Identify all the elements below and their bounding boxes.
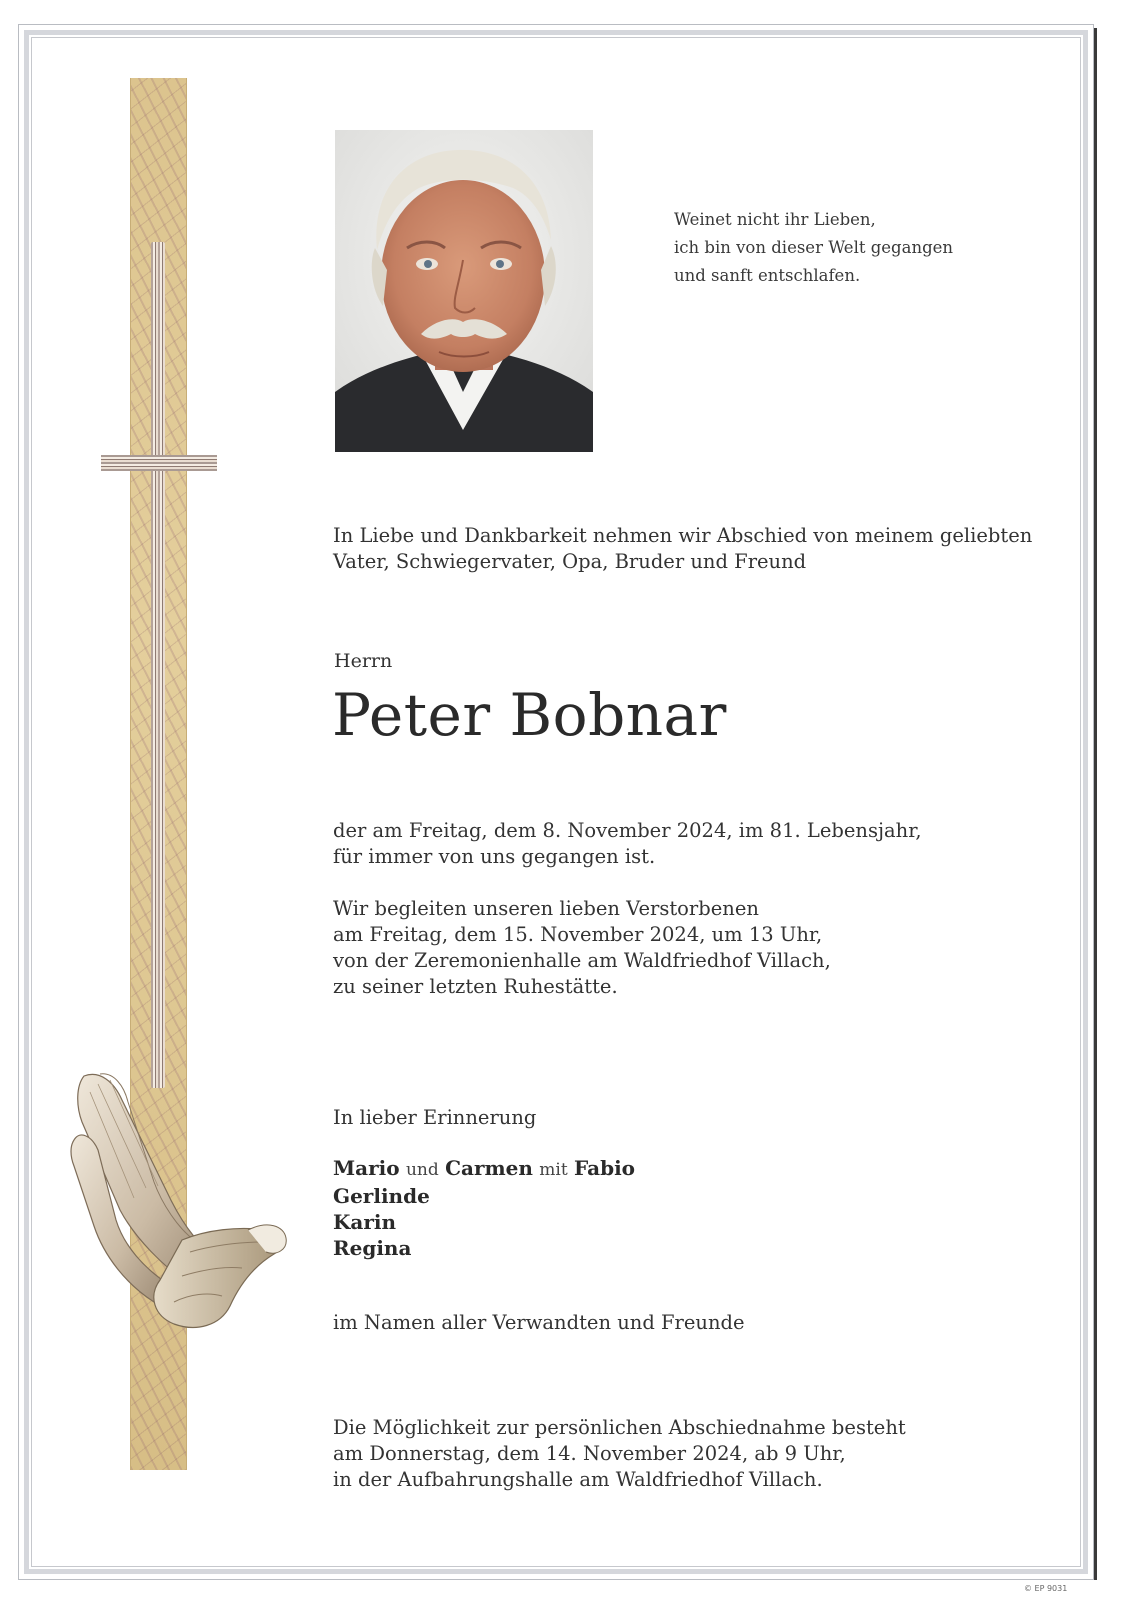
family-line <box>333 1209 635 1235</box>
cross-icon-horizontal-beam <box>101 455 217 471</box>
family-member-name: Mario <box>333 1156 400 1180</box>
family-member-name: Fabio <box>574 1156 636 1180</box>
family-line <box>333 1235 635 1261</box>
funeral-line: am Freitag, dem 15. November 2024, um 13 Uhr, <box>333 923 823 946</box>
praying-hands-icon <box>70 1070 290 1340</box>
quote-line: Weinet nicht ihr Lieben, <box>674 210 876 229</box>
family-names <box>333 1155 635 1261</box>
viewing-line: Die Möglichkeit zur persönlichen Abschiednahme besteht <box>333 1416 906 1439</box>
honorific: Herrn <box>334 650 393 672</box>
intro-line: In Liebe und Dankbarkeit nehmen wir Abschied von meinem geliebten <box>333 524 1033 547</box>
family-member-name: Regina <box>333 1236 412 1260</box>
death-notice-line: der am Freitag, dem 8. November 2024, im 81. Lebensjahr, <box>333 819 922 842</box>
remembrance-heading: In lieber Erinnerung <box>333 1106 537 1129</box>
name-connector: und <box>405 1160 439 1180</box>
quote-line: ich bin von dieser Welt gegangen <box>674 238 954 257</box>
family-member-name: Carmen <box>445 1156 533 1180</box>
family-member-name: Gerlinde <box>333 1184 430 1208</box>
viewing-line: am Donnerstag, dem 14. November 2024, ab 9 Uhr, <box>333 1442 846 1465</box>
death-notice <box>333 818 1033 870</box>
funeral-details <box>333 896 1033 1000</box>
intro-line: Vater, Schwiegervater, Opa, Bruder und Freund <box>333 550 807 573</box>
copyright-mark: © EP 9031 <box>1024 1584 1068 1593</box>
funeral-line: zu seiner letzten Ruhestätte. <box>333 975 618 998</box>
viewing-details <box>333 1415 1033 1493</box>
memorial-quote <box>674 206 974 290</box>
death-notice-line: für immer von uns gegangen ist. <box>333 845 656 868</box>
family-member-name: Karin <box>333 1210 397 1234</box>
family-line <box>333 1183 635 1209</box>
viewing-line: in der Aufbahrungshalle am Waldfriedhof Villach. <box>333 1468 823 1491</box>
intro-text <box>333 523 1033 575</box>
quote-line: und sanft entschlafen. <box>674 266 861 285</box>
deceased-name: Peter Bobnar <box>332 681 727 749</box>
funeral-line: Wir begleiten unseren lieben Verstorbenen <box>333 897 759 920</box>
cross-icon-vertical-beam <box>151 242 165 1088</box>
deceased-portrait <box>335 130 593 452</box>
family-line <box>333 1155 635 1183</box>
closing-line: im Namen aller Verwandten und Freunde <box>333 1311 745 1334</box>
name-connector: mit <box>539 1160 568 1180</box>
funeral-line: von der Zeremonienhalle am Waldfriedhof Villach, <box>333 949 831 972</box>
sheet-edge <box>1094 28 1097 1580</box>
